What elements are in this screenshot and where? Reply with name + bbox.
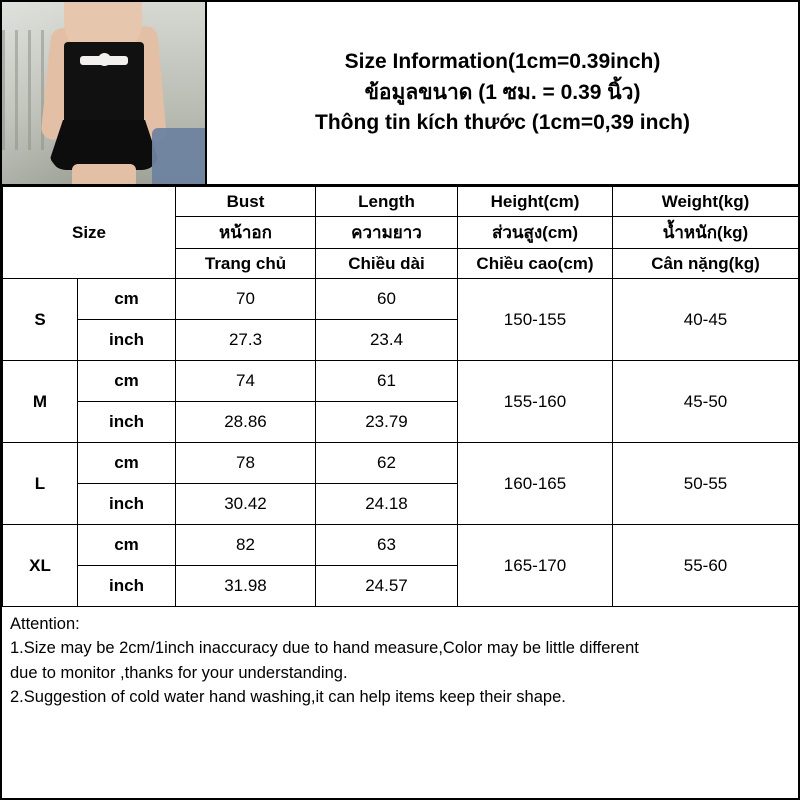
attention-line-1: 1.Size may be 2cm/1inch inaccuracy due to hand measure,Color may be little different	[10, 639, 639, 658]
height-s: 150-155	[458, 279, 613, 361]
header-bust-en: Bust	[176, 187, 316, 217]
header-bust-vi: Trang chủ	[176, 249, 316, 279]
unit-cell-inch: inch	[78, 566, 176, 607]
size-cell-m: M	[3, 361, 78, 443]
table-row	[3, 443, 799, 484]
bust-inch-s: 27.3	[176, 320, 316, 361]
photo-dress-bow	[80, 56, 128, 65]
bust-inch-m: 28.86	[176, 402, 316, 443]
length-inch-s: 23.4	[316, 320, 458, 361]
unit-cell-cm: cm	[78, 361, 176, 402]
size-header-cell: Size	[3, 187, 176, 279]
size-cell-xl: XL	[3, 525, 78, 607]
header-weight-en: Weight(kg)	[613, 187, 799, 217]
header-weight-th: น้ำหนัก(kg)	[613, 217, 799, 249]
length-inch-m: 23.79	[316, 402, 458, 443]
weight-xl: 55-60	[613, 525, 799, 607]
unit-cell-inch: inch	[78, 484, 176, 525]
table-header-row-en	[3, 187, 799, 217]
unit-cell-cm: cm	[78, 443, 176, 484]
weight-m: 45-50	[613, 361, 799, 443]
height-xl: 165-170	[458, 525, 613, 607]
header-weight-vi: Cân nặng(kg)	[613, 249, 799, 279]
bust-cm-xl: 82	[176, 525, 316, 566]
size-cell-l: L	[3, 443, 78, 525]
bust-cm-m: 74	[176, 361, 316, 402]
title-line-vi: Thông tin kích thước (1cm=0,39 inch)	[315, 111, 690, 135]
photo-jeans	[152, 128, 207, 184]
size-cell-s: S	[3, 279, 78, 361]
attention-line-2: due to monitor ,thanks for your understanding.	[10, 663, 348, 682]
unit-cell-cm: cm	[78, 279, 176, 320]
title-line-th: ข้อมูลขนาด (1 ซม. = 0.39 นิ้ว)	[364, 80, 641, 104]
header-length-th: ความยาว	[316, 217, 458, 249]
table-row	[3, 279, 799, 320]
length-cm-xl: 63	[316, 525, 458, 566]
header-height-en: Height(cm)	[458, 187, 613, 217]
length-cm-s: 60	[316, 279, 458, 320]
length-inch-xl: 24.57	[316, 566, 458, 607]
unit-cell-inch: inch	[78, 320, 176, 361]
bust-cm-l: 78	[176, 443, 316, 484]
unit-cell-inch: inch	[78, 402, 176, 443]
bust-inch-xl: 31.98	[176, 566, 316, 607]
photo-dress-skirt	[50, 120, 158, 170]
header-bust-th: หน้าอก	[176, 217, 316, 249]
weight-l: 50-55	[613, 443, 799, 525]
bust-inch-l: 30.42	[176, 484, 316, 525]
table-row	[3, 525, 799, 566]
photo-legs	[72, 164, 136, 184]
title-line-en: Size Information(1cm=0.39inch)	[344, 50, 661, 74]
attention-block	[2, 607, 798, 798]
title-block	[207, 2, 798, 184]
header-height-vi: Chiều cao(cm)	[458, 249, 613, 279]
header-length-en: Length	[316, 187, 458, 217]
header-band	[2, 2, 798, 186]
weight-s: 40-45	[613, 279, 799, 361]
table-row	[3, 361, 799, 402]
bust-cm-s: 70	[176, 279, 316, 320]
size-table	[2, 186, 799, 607]
product-photo	[2, 2, 207, 184]
length-cm-m: 61	[316, 361, 458, 402]
length-inch-l: 24.18	[316, 484, 458, 525]
attention-line-3: 2.Suggestion of cold water hand washing,it can help items keep their shape.	[10, 688, 566, 707]
height-l: 160-165	[458, 443, 613, 525]
header-length-vi: Chiều dài	[316, 249, 458, 279]
unit-cell-cm: cm	[78, 525, 176, 566]
attention-heading: Attention:	[10, 615, 80, 633]
length-cm-l: 62	[316, 443, 458, 484]
height-m: 155-160	[458, 361, 613, 443]
header-height-th: ส่วนสูง(cm)	[458, 217, 613, 249]
